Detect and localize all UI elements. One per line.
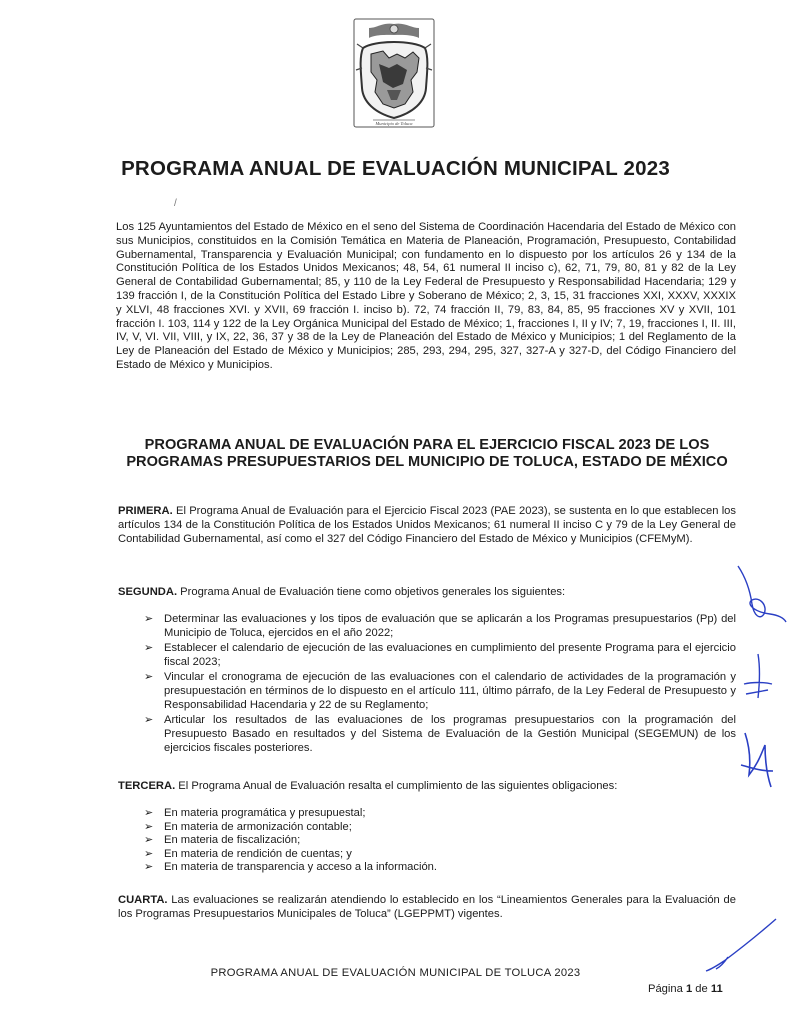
arrow-bullet-icon: ➢ (144, 807, 154, 819)
section-title: PROGRAMA ANUAL DE EVALUACIÓN PARA EL EJERCICIO FISCAL 2023 DE LOS PROGRAMAS PRESUPUESTARIOS DEL MUNICIPIO DE TOLUCA, ESTADO DE MÉXICO (126, 437, 728, 470)
page-footer: PROGRAMA ANUAL DE EVALUACIÓN MUNICIPAL DE TOLUCA 2023 (210, 967, 581, 979)
list-item: ➢ En materia de fiscalización; (144, 834, 301, 847)
page-current: 1 (685, 983, 693, 995)
list-item: ➢ Determinar las evaluaciones y los tipos de evaluación que se aplicarán a los Programas presupuestarios (Pp) del Municipio de Toluca, ejercidos en el año 2022; (144, 613, 736, 639)
tercera-text: El Programa Anual de Evaluación resalta el cumplimiento de las siguientes obligaciones: (178, 780, 618, 792)
page-separator: de (695, 983, 708, 995)
signature-initials-3 (735, 725, 780, 795)
arrow-bullet-icon: ➢ (144, 642, 154, 654)
segunda-label: SEGUNDA. (118, 586, 178, 598)
document-title: PROGRAMA ANUAL DE EVALUACIÓN MUNICIPAL 2023 (121, 157, 670, 180)
primera-label: PRIMERA. (118, 505, 173, 517)
intro-paragraph: Los 125 Ayuntamientos del Estado de México en el seno del Sistema de Coordinación Hacendaria del Estado de México con sus Municipios, constituidos en la Comisión Temática en Materia de Planeación, Programación, Presupuesto, Contabilidad Gubernamental, Transparencia y Evaluación Municipal; con fundamento en lo dispuesto por los artículos 26 y 134 de la Constitución Política de los Estados Unidos Mexicanos; 48, 54, 61 numeral II inciso c), 62, 71, 79, 80, 81 y 82 de la Ley General de Contabilidad Gubernamental; 85, y 110 de la Ley Federal de Presupuesto y Responsabilidad Hacendaria; 129 y 139 fracción I, de la Constitución Política del Estado Libre y Soberano de México; 2, 3, 15, 31 fracciones XXI, XXXV, XXXIX y XLVI, 48 fracciones XVI. y XVII, 69 fracción I. inciso b). 72, 74 fracción II, 79, 83, 84, 85, 95 fracciones XV y XVII, 101 fracción I. 103, 114 y 122 de la Ley Orgánica Municipal del Estado de México; 1, fracciones I, II y IV; 7, 19, fracciones I, II. III, IV, V, VI. VII, VIII, y IX, 22, 36, 37 y 38 de la Ley de Planeación del Estado de México y Municipios; 1 del Reglamento de la Ley de Planeación del Estado de México y Municipios; 285, 293, 294, 295, 327, 327-A y 327-D, del Código Financiero del Estado de México y Municipios. (116, 221, 736, 371)
signature-initials-2 (738, 650, 778, 710)
stray-mark: / (174, 198, 177, 209)
primera-paragraph (118, 504, 736, 546)
signature-stroke (700, 915, 780, 975)
segunda-paragraph (118, 585, 736, 599)
list-item: ➢ Vincular el cronograma de ejecución de las evaluaciones con el calendario de actividades de la programación y presupuestación en términos de lo dispuesto en el artículo 111, último párrafo, de la Ley Federal de Presupuesto y Responsabilidad Hacendaria y 22 de su Reglamento; (144, 671, 736, 711)
page-number (648, 983, 723, 995)
cuarta-label: CUARTA. (118, 894, 168, 906)
tercera-label: TERCERA. (118, 780, 176, 792)
svg-text:Municipio de Toluca: Municipio de Toluca (375, 121, 413, 126)
arrow-bullet-icon: ➢ (144, 834, 154, 847)
arrow-bullet-icon: ➢ (144, 847, 154, 860)
primera-text: El Programa Anual de Evaluación para el Ejercicio Fiscal 2023 (PAE 2023), se sustenta en lo que establecen los artículos 134 de la Constitución Política de los Estados Unidos Mexicanos; 61 numeral II inciso C y 79 de la Ley General de Contabilidad Gubernamental, así como el 327 del Código Financiero del Estado de México y Municipios (CFEMyM). (118, 505, 736, 545)
segunda-text: Programa Anual de Evaluación tiene como objetivos generales los siguientes: (180, 586, 566, 598)
list-item: ➢ En materia programática y presupuestal; (144, 807, 366, 819)
cuarta-paragraph (118, 893, 736, 921)
page-total: 11 (710, 983, 723, 995)
segunda-objectives-list (142, 612, 736, 756)
list-item: ➢ En materia de rendición de cuentas; y (144, 847, 352, 860)
arrow-bullet-icon: ➢ (144, 820, 154, 833)
list-item: ➢ Establecer el calendario de ejecución de las evaluaciones en cumplimiento del presente Programa para el ejercicio fiscal 2023; (144, 642, 736, 668)
arrow-bullet-icon: ➢ (144, 861, 154, 874)
list-item: ➢ En materia de transparencia y acceso a la información. (144, 861, 437, 874)
signature-initials-1 (730, 560, 790, 630)
list-item: ➢ Articular los resultados de las evaluaciones de los programas presupuestarios con la programación del Presupuesto Basado en resultados y del Sistema de Evaluación de la Gestión Municipal (SEGEMUN) de los ejercicios fiscales posteriores. (144, 714, 736, 754)
arrow-bullet-icon: ➢ (144, 714, 154, 726)
arrow-bullet-icon: ➢ (144, 671, 154, 683)
cuarta-text: Las evaluaciones se realizarán atendiendo lo establecido en los “Lineamientos Generales para la Evaluación de los Programas Presupuestarios Municipales de Toluca” (LGEPPMT) vigentes. (118, 894, 736, 920)
toluca-seal-logo (353, 18, 435, 128)
tercera-paragraph (118, 779, 736, 793)
list-item: ➢ En materia de armonización contable; (144, 820, 352, 833)
arrow-bullet-icon: ➢ (144, 613, 154, 625)
tercera-obligations-list (142, 807, 736, 875)
page-prefix: Página (648, 983, 683, 995)
